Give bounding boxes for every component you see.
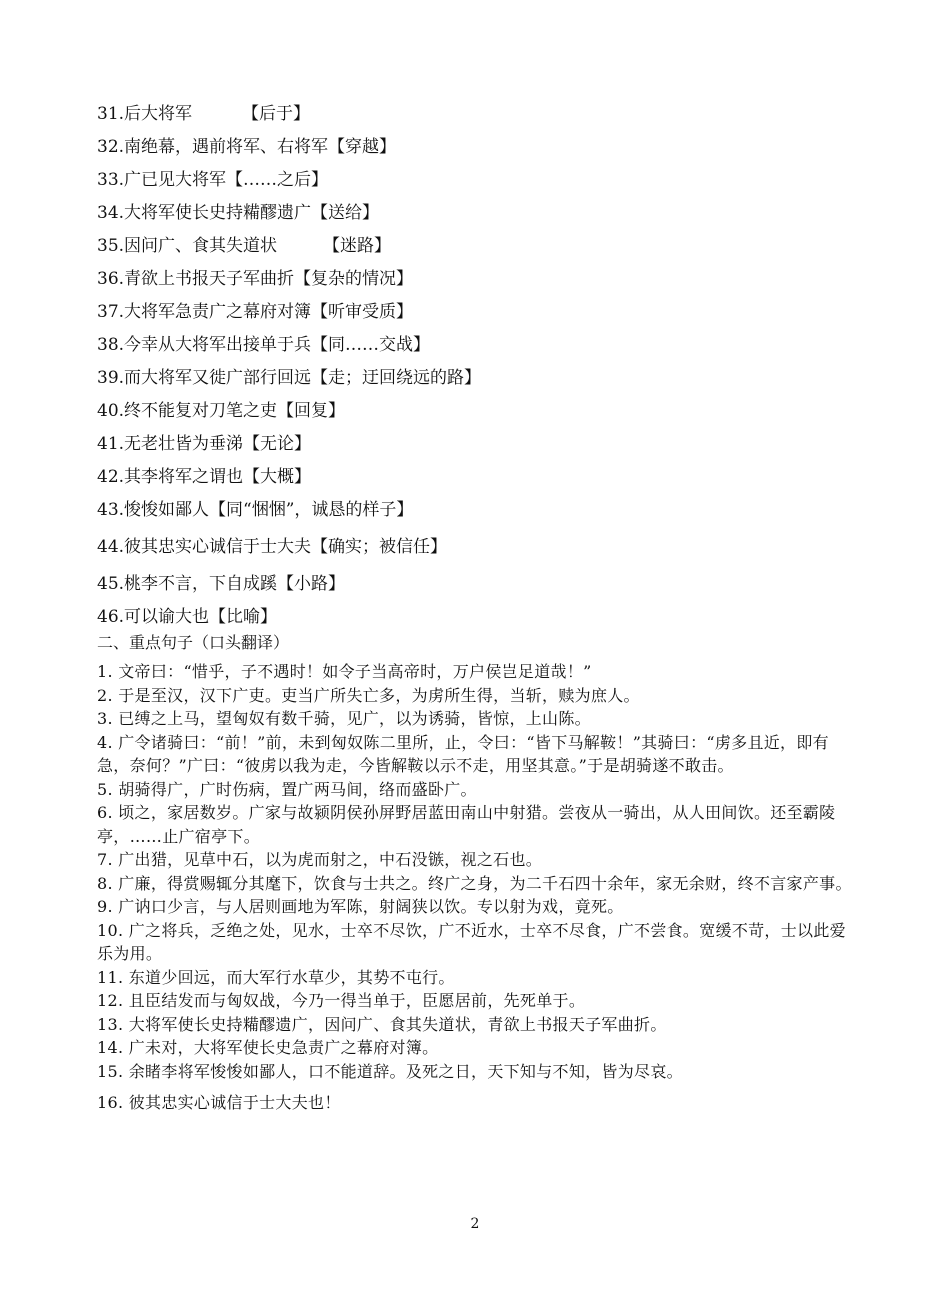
sentence-item: 15. 余睹李将军悛悛如鄙人，口不能道辞。及死之日，天下知与不知，皆为尽哀。: [97, 1061, 683, 1081]
sentence-item: 3. 已缚之上马，望匈奴有数千骑，见广，以为诱骑，皆惊，上山陈。: [97, 709, 591, 728]
vocab-item: [97, 131, 877, 164]
sentence-item: 9. 广讷口少言，与人居则画地为军陈，射阔狭以饮。专以射为戏，竟死。: [97, 897, 624, 916]
sentence-item: 2. 于是至汉，汉下广吏。吏当广所失亡多，为虏所生得，当斩，赎为庶人。: [97, 685, 640, 705]
vocab-list: [97, 98, 877, 634]
vocab-gloss: 【走；迂回绕远的路】: [311, 368, 482, 388]
vocab-phrase: 38.今幸从大将军出接单于兵: [97, 335, 312, 355]
vocab-phrase: 40.终不能复对刀笔之吏: [97, 401, 278, 421]
vocab-gloss: 【迷路】: [323, 236, 392, 256]
vocab-gloss: 【比喻】: [209, 607, 278, 627]
vocab-phrase: 33.广已见大将军: [97, 170, 227, 190]
vocab-gloss: 【复杂的情况】: [294, 269, 414, 289]
vocab-phrase: 44.彼其忠实心诚信于士大夫: [97, 537, 312, 557]
vocab-gloss: 【同……交战】: [311, 335, 431, 355]
section-title: 二、重点句子（口头翻译）: [97, 633, 290, 652]
vocab-phrase: 34.大将军使长史持糒醪遗广: [97, 203, 312, 223]
sentence-item: 11. 东道少回远，而大军行水草少，其势不屯行。: [97, 967, 455, 987]
vocab-gloss: 【穿越】: [328, 137, 397, 157]
vocab-gloss: 【确实；被信任】: [311, 537, 448, 557]
sentence-item: 13. 大将军使长史持糒醪遗广，因问广、食其失道状，青欲上书报天子军曲折。: [97, 1014, 667, 1034]
vocab-item: [97, 395, 877, 428]
vocab-phrase: 32.南绝幕，遇前将军、右将军: [97, 137, 329, 157]
vocab-item: [97, 230, 877, 263]
vocab-gloss: 【听审受质】: [311, 302, 414, 322]
vocab-item: [97, 263, 877, 296]
vocab-phrase: 43.悛悛如鄙人: [97, 500, 210, 520]
vocab-gloss: 【大概】: [243, 467, 312, 487]
vocab-gloss: 【……之后】: [226, 170, 329, 190]
vocab-item: [97, 531, 877, 568]
vocab-item: [97, 568, 877, 601]
sentence-item: 5. 胡骑得广，广时伤病，置广两马间，络而盛卧广。: [97, 779, 477, 799]
vocab-phrase: 39.而大将军又徙广部行回远: [97, 368, 312, 388]
sentence-item: 12. 且臣结发而与匈奴战，今乃一得当单于，臣愿居前，先死单于。: [97, 991, 586, 1010]
vocab-phrase: 41.无老壮皆为垂涕: [97, 434, 244, 454]
vocab-item: [97, 494, 877, 531]
vocab-phrase: 35.因问广、食其失道状: [97, 236, 278, 256]
page-number: 2: [470, 1216, 480, 1232]
sentence-item: 4. 广令诸骑曰：“前！”前，未到匈奴陈二里所，止，令曰：“皆下马解鞍！”其骑曰：“虏多且近，即有急，奈何？”广曰：“彼虏以我为走，今皆解鞍以示不走，用坚其意。”于是胡骑遂不敢击。: [97, 732, 829, 775]
vocab-gloss: 【同“悃悃”，诚恳的样子】: [209, 500, 414, 520]
vocab-gloss: 【送给】: [311, 203, 380, 223]
vocab-item: [97, 98, 877, 131]
sentence-item: 16. 彼其忠实心诚信于士大夫也！: [97, 1093, 341, 1112]
sentence-list: [97, 660, 857, 1115]
vocab-phrase: 31.后大将军: [97, 104, 193, 124]
sentence-item: 7. 广出猎，见草中石，以为虎而射之，中石没镞，视之石也。: [97, 850, 543, 869]
sentence-item: 6. 顷之，家居数岁。广家与故颍阴侯孙屏野居蓝田南山中射猎。尝夜从一骑出，从人田间饮。还至霸陵亭，……止广宿亭下。: [97, 803, 836, 846]
sentence-item: 14. 广未对，大将军使长史急责广之幕府对簿。: [97, 1038, 439, 1057]
vocab-item: [97, 197, 877, 230]
vocab-item: [97, 362, 877, 395]
vocab-phrase: 37.大将军急责广之幕府对簿: [97, 302, 312, 322]
vocab-item: [97, 428, 877, 461]
vocab-phrase: 45.桃李不言，下自成蹊: [97, 574, 278, 594]
vocab-item: [97, 461, 877, 494]
vocab-gloss: 【无论】: [243, 434, 312, 454]
vocab-item: [97, 296, 877, 329]
vocab-phrase: 42.其李将军之谓也: [97, 467, 244, 487]
vocab-phrase: 46.可以谕大也: [97, 607, 210, 627]
vocab-phrase: 36.青欲上书报天子军曲折: [97, 269, 295, 289]
sentence-item: 8. 广廉，得赏赐辄分其麾下，饮食与士共之。终广之身，为二千石四十余年，家无余财，终不言家产事。: [97, 873, 852, 893]
vocab-item: [97, 164, 877, 197]
vocab-item: [97, 601, 877, 634]
vocab-gloss: 【后于】: [242, 104, 311, 124]
vocab-gloss: 【回复】: [277, 401, 346, 421]
sentence-item: 10. 广之将兵，乏绝之处，见水，士卒不尽饮，广不近水，士卒不尽食，广不尝食。宽缓不苛，士以此爱乐为用。: [97, 920, 846, 963]
vocab-item: [97, 329, 877, 362]
vocab-gloss: 【小路】: [277, 574, 346, 594]
sentence-item: 1. 文帝曰：“惜乎，子不遇时！如令子当高帝时，万户侯岂足道哉！”: [97, 662, 592, 681]
